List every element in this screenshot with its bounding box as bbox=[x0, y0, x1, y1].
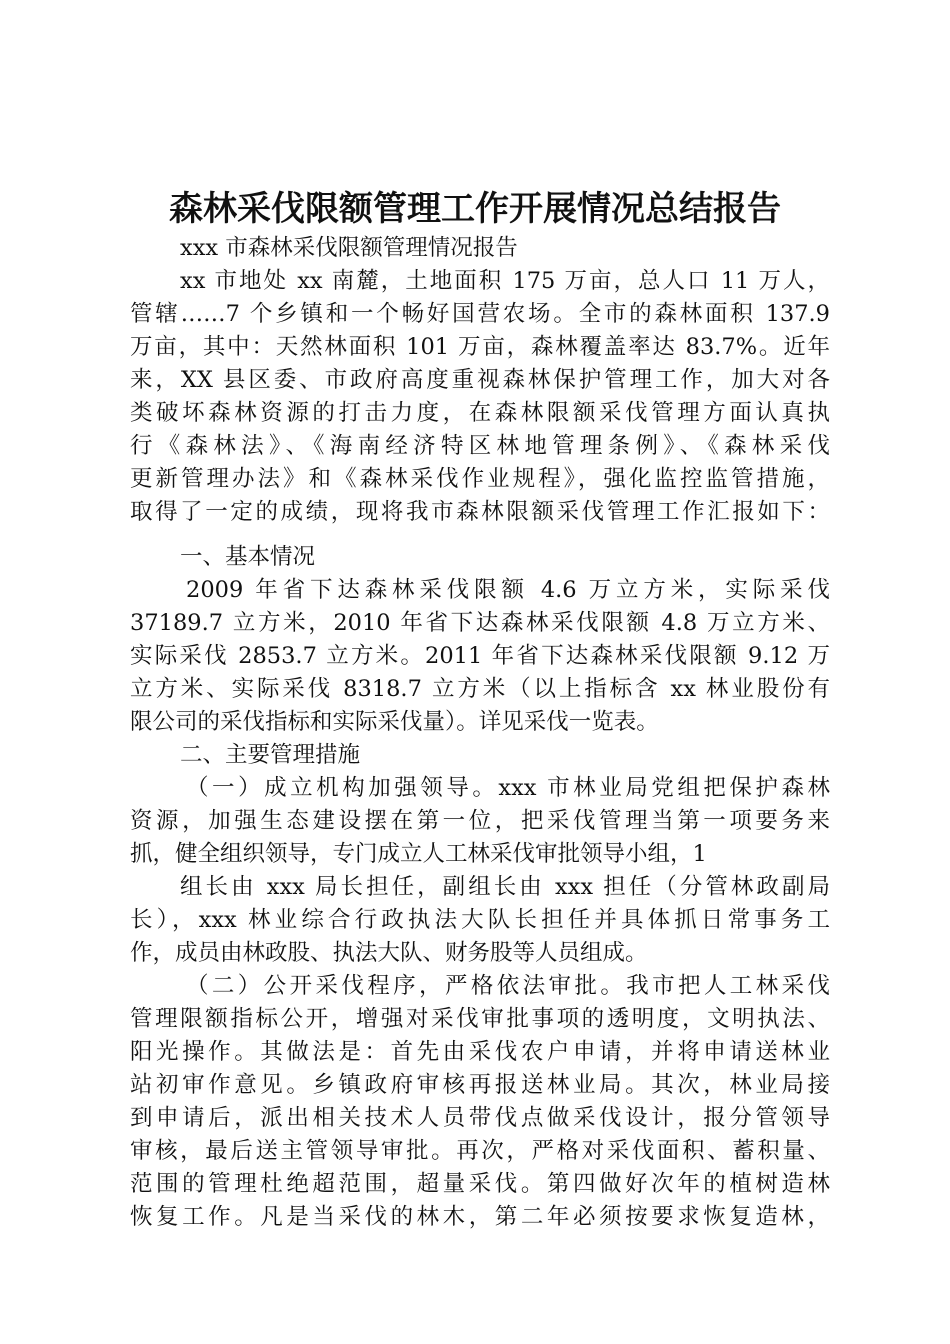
text-line: 实际采伐 2853.7 立方米。2011 年省下达森林采伐限额 9.12 万 bbox=[130, 643, 830, 669]
text-line: 资源，加强生态建设摆在第一位，把采伐管理当第一项要务来 bbox=[130, 808, 830, 834]
text-line: 管辖……7 个乡镇和一个畅好国营农场。全市的森林面积 137.9 bbox=[130, 301, 830, 327]
text-line: 类破坏森林资源的打击力度，在森林限额采伐管理方面认真执 bbox=[130, 400, 830, 426]
text-line: 37189.7 立方米，2010 年省下达森林采伐限额 4.8 万立方米、 bbox=[130, 610, 830, 636]
text-line: 更新管理办法》和《森林采伐作业规程》，强化监控监管措施， bbox=[130, 466, 830, 492]
text-line: 站初审作意见。乡镇政府审核再报送林业局。其次，林业局接 bbox=[130, 1072, 830, 1098]
text-line: 立方米、实际采伐 8318.7 立方米（以上指标含 xx 林业股份有 bbox=[130, 676, 830, 702]
text-line: 行《森林法》、《海南经济特区林地管理条例》、《森林采伐 bbox=[130, 433, 830, 459]
text-line: （一）成立机构加强领导。xxx 市林业局党组把保护森林 bbox=[186, 775, 830, 801]
text-line: （二）公开采伐程序，严格依法审批。我市把人工林采伐 bbox=[186, 973, 830, 999]
text-line: 恢复工作。凡是当采伐的林木，第二年必须按要求恢复造林， bbox=[130, 1204, 830, 1230]
text-line: 长），xxx 林业综合行政执法大队长担任并具体抓日常事务工 bbox=[130, 907, 830, 933]
text-line: 组长由 xxx 局长担任，副组长由 xxx 担任（分管林政副局 bbox=[180, 874, 830, 900]
text-line: 阳光操作。其做法是：首先由采伐农户申请，并将申请送林业 bbox=[130, 1039, 830, 1065]
text-line: 取得了一定的成绩，现将我市森林限额采伐管理工作汇报如下： bbox=[130, 499, 830, 525]
text-line: 限公司的采伐指标和实际采伐量）。详见采伐一览表。 bbox=[130, 709, 659, 735]
text-line: 管理限额指标公开，增强对采伐审批事项的透明度，文明执法、 bbox=[130, 1006, 830, 1032]
section-heading: 一、基本情况 bbox=[180, 544, 316, 570]
text-line: 范围的管理杜绝超范围，超量采伐。第四做好次年的植树造林 bbox=[130, 1171, 830, 1197]
report-subtitle: xxx 市森林采伐限额管理情况报告 bbox=[180, 235, 518, 261]
text-line: 作，成员由林政股、执法大队、财务股等人员组成。 bbox=[130, 940, 648, 966]
document-title: 森林采伐限额管理工作开展情况总结报告 bbox=[169, 189, 781, 229]
text-line: 抓，健全组织领导，专门成立人工林采伐审批领导小组，1 bbox=[130, 841, 707, 867]
text-line: 万亩，其中：天然林面积 101 万亩，森林覆盖率达 83.7%。近年 bbox=[130, 334, 830, 360]
text-line: xx 市地处 xx 南麓，土地面积 175 万亩，总人口 11 万人， bbox=[180, 268, 830, 294]
text-line: 来，XX 县区委、市政府高度重视森林保护管理工作，加大对各 bbox=[130, 367, 830, 393]
text-line: 到申请后，派出相关技术人员带伐点做采伐设计，报分管领导 bbox=[130, 1105, 830, 1131]
text-line: 审核，最后送主管领导审批。再次，严格对采伐面积、蓄积量、 bbox=[130, 1138, 830, 1164]
section-heading: 二、主要管理措施 bbox=[180, 742, 361, 768]
text-line: 2009 年省下达森林采伐限额 4.6 万立方米，实际采伐 bbox=[186, 577, 830, 603]
